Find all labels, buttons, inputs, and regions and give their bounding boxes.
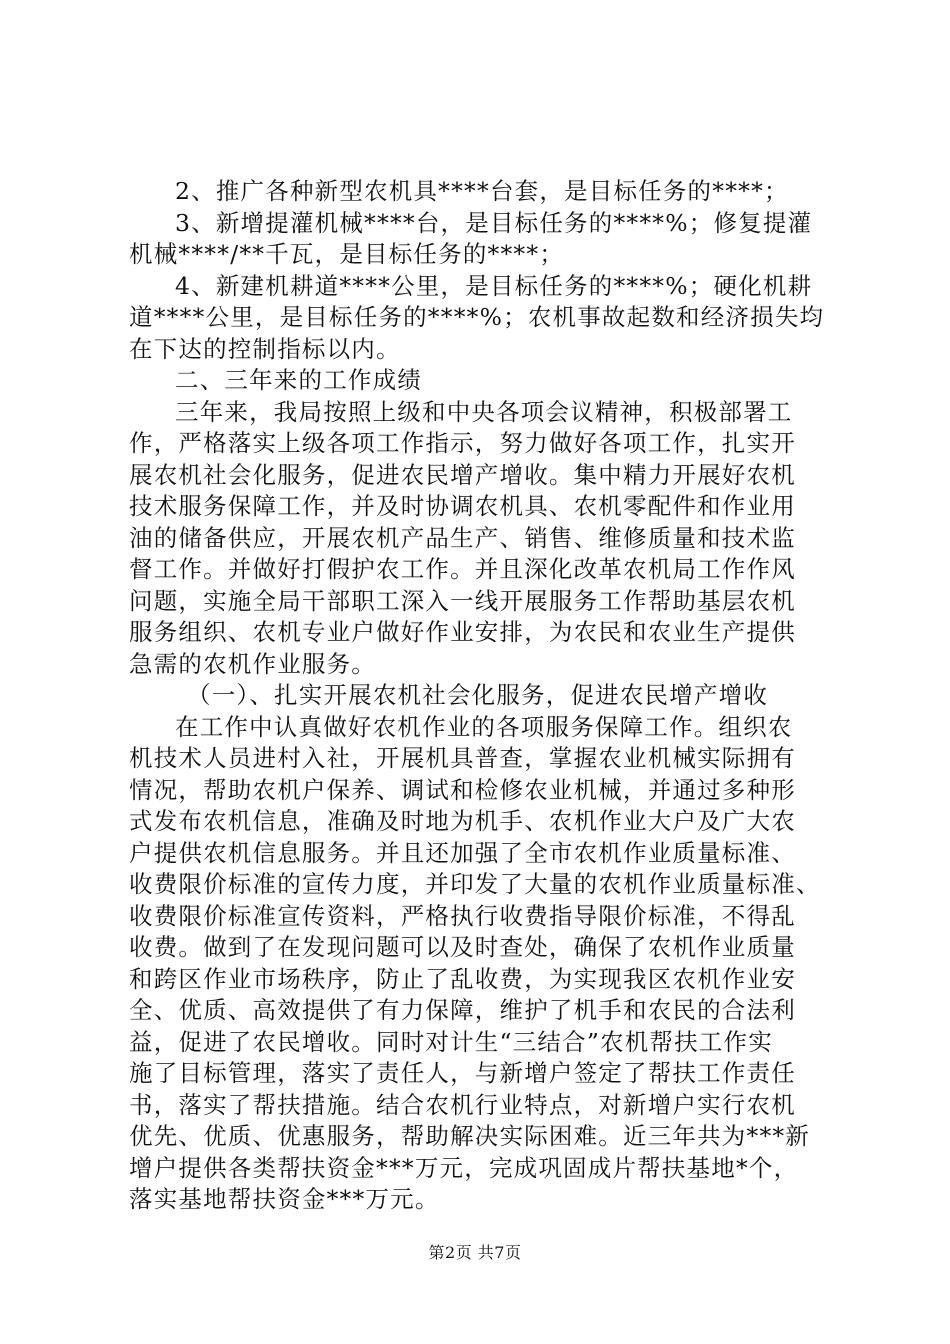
text-line: 书，落实了帮扶措施。结合农机行业特点，对新增户实行农机	[129, 1090, 796, 1119]
text-line: 问题，实施全局干部职工深入一线开展服务工作帮助基层农机	[129, 586, 796, 615]
text-line: 2、推广各种新型农机具****台套，是目标任务的****；	[175, 177, 789, 205]
text-line: 展农机社会化服务，促进农民增产增收。集中精力开展好农机	[129, 460, 796, 489]
text-line: 机技术人员进村入社，开展机具普查，掌握农业机械实际拥有	[129, 744, 796, 772]
text-line: 益，促进了农民增收。同时对计生“三结合”农机帮扶工作实	[129, 1027, 773, 1056]
page-footer: 第2页 共7页	[428, 1243, 522, 1262]
text-line: 在工作中认真做好农机作业的各项服务保障工作。组织农	[175, 712, 793, 741]
text-line: 户提供农机信息服务。并且还加强了全市农机作业质量标准、	[129, 838, 796, 867]
text-line: 情况，帮助农机户保养、调试和检修农业机械，并通过多种形	[129, 775, 796, 804]
text-line: 增户提供各类帮扶资金***万元，完成巩固成片帮扶基地*个，	[129, 1153, 799, 1182]
text-line: 道****公里，是目标任务的****%；农机事故起数和经济损失均	[129, 303, 825, 331]
document-body	[129, 176, 829, 1216]
text-line: 落实基地帮扶资金***万元。	[129, 1185, 440, 1213]
text-line: 4、新建机耕道****公里，是目标任务的****%；硬化机耕	[175, 271, 813, 300]
text-line: 急需的农机作业服务。	[129, 649, 376, 678]
text-line: 作，严格落实上级各项工作指示，努力做好各项工作，扎实开	[129, 429, 796, 457]
text-line: 机械****/**千瓦，是目标任务的****；	[129, 240, 565, 268]
text-line: 收费限价标准的宣传力度，并印发了大量的农机作业质量标准、	[129, 870, 821, 898]
text-line: 油的储备供应，开展农机产品生产、销售、维修质量和技术监	[129, 523, 796, 552]
text-line: 式发布农机信息，准确及时地为机手、农机作业大户及广大农	[129, 807, 796, 835]
text-line: 优先、优质、优惠服务，帮助解决实际困难。近三年共为***新	[129, 1122, 811, 1150]
text-line: 技术服务保障工作，并及时协调农机具、农机零配件和作业用	[129, 492, 796, 520]
text-line: 施了目标管理，落实了责任人，与新增户签定了帮扶工作责任	[129, 1059, 796, 1087]
text-line: 3、新增提灌机械****台，是目标任务的****%；修复提灌	[175, 208, 813, 237]
text-line: 和跨区作业市场秩序，防止了乱收费，为实现我区农机作业安	[129, 964, 796, 993]
text-line: 收费限价标准宣传资料，严格执行收费指导限价标准，不得乱	[129, 901, 796, 930]
text-line: （一）、扎实开展农机社会化服务，促进农民增产增收	[187, 681, 769, 709]
text-line: 全、优质、高效提供了有力保障，维护了机手和农民的合法利	[129, 996, 796, 1024]
text-line: 三年来，我局按照上级和中央各项会议精神，积极部署工	[175, 397, 793, 426]
text-line: 服务组织、农机专业户做好作业安排，为农民和农业生产提供	[129, 618, 796, 646]
text-line: 督工作。并做好打假护农工作。并且深化改革农机局工作作风	[129, 555, 796, 583]
text-line: 在下达的控制指标以内。	[129, 334, 401, 363]
text-line: 收费。做到了在发现问题可以及时查处，确保了农机作业质量	[129, 933, 796, 961]
text-line: 二、三年来的工作成绩	[175, 366, 422, 394]
